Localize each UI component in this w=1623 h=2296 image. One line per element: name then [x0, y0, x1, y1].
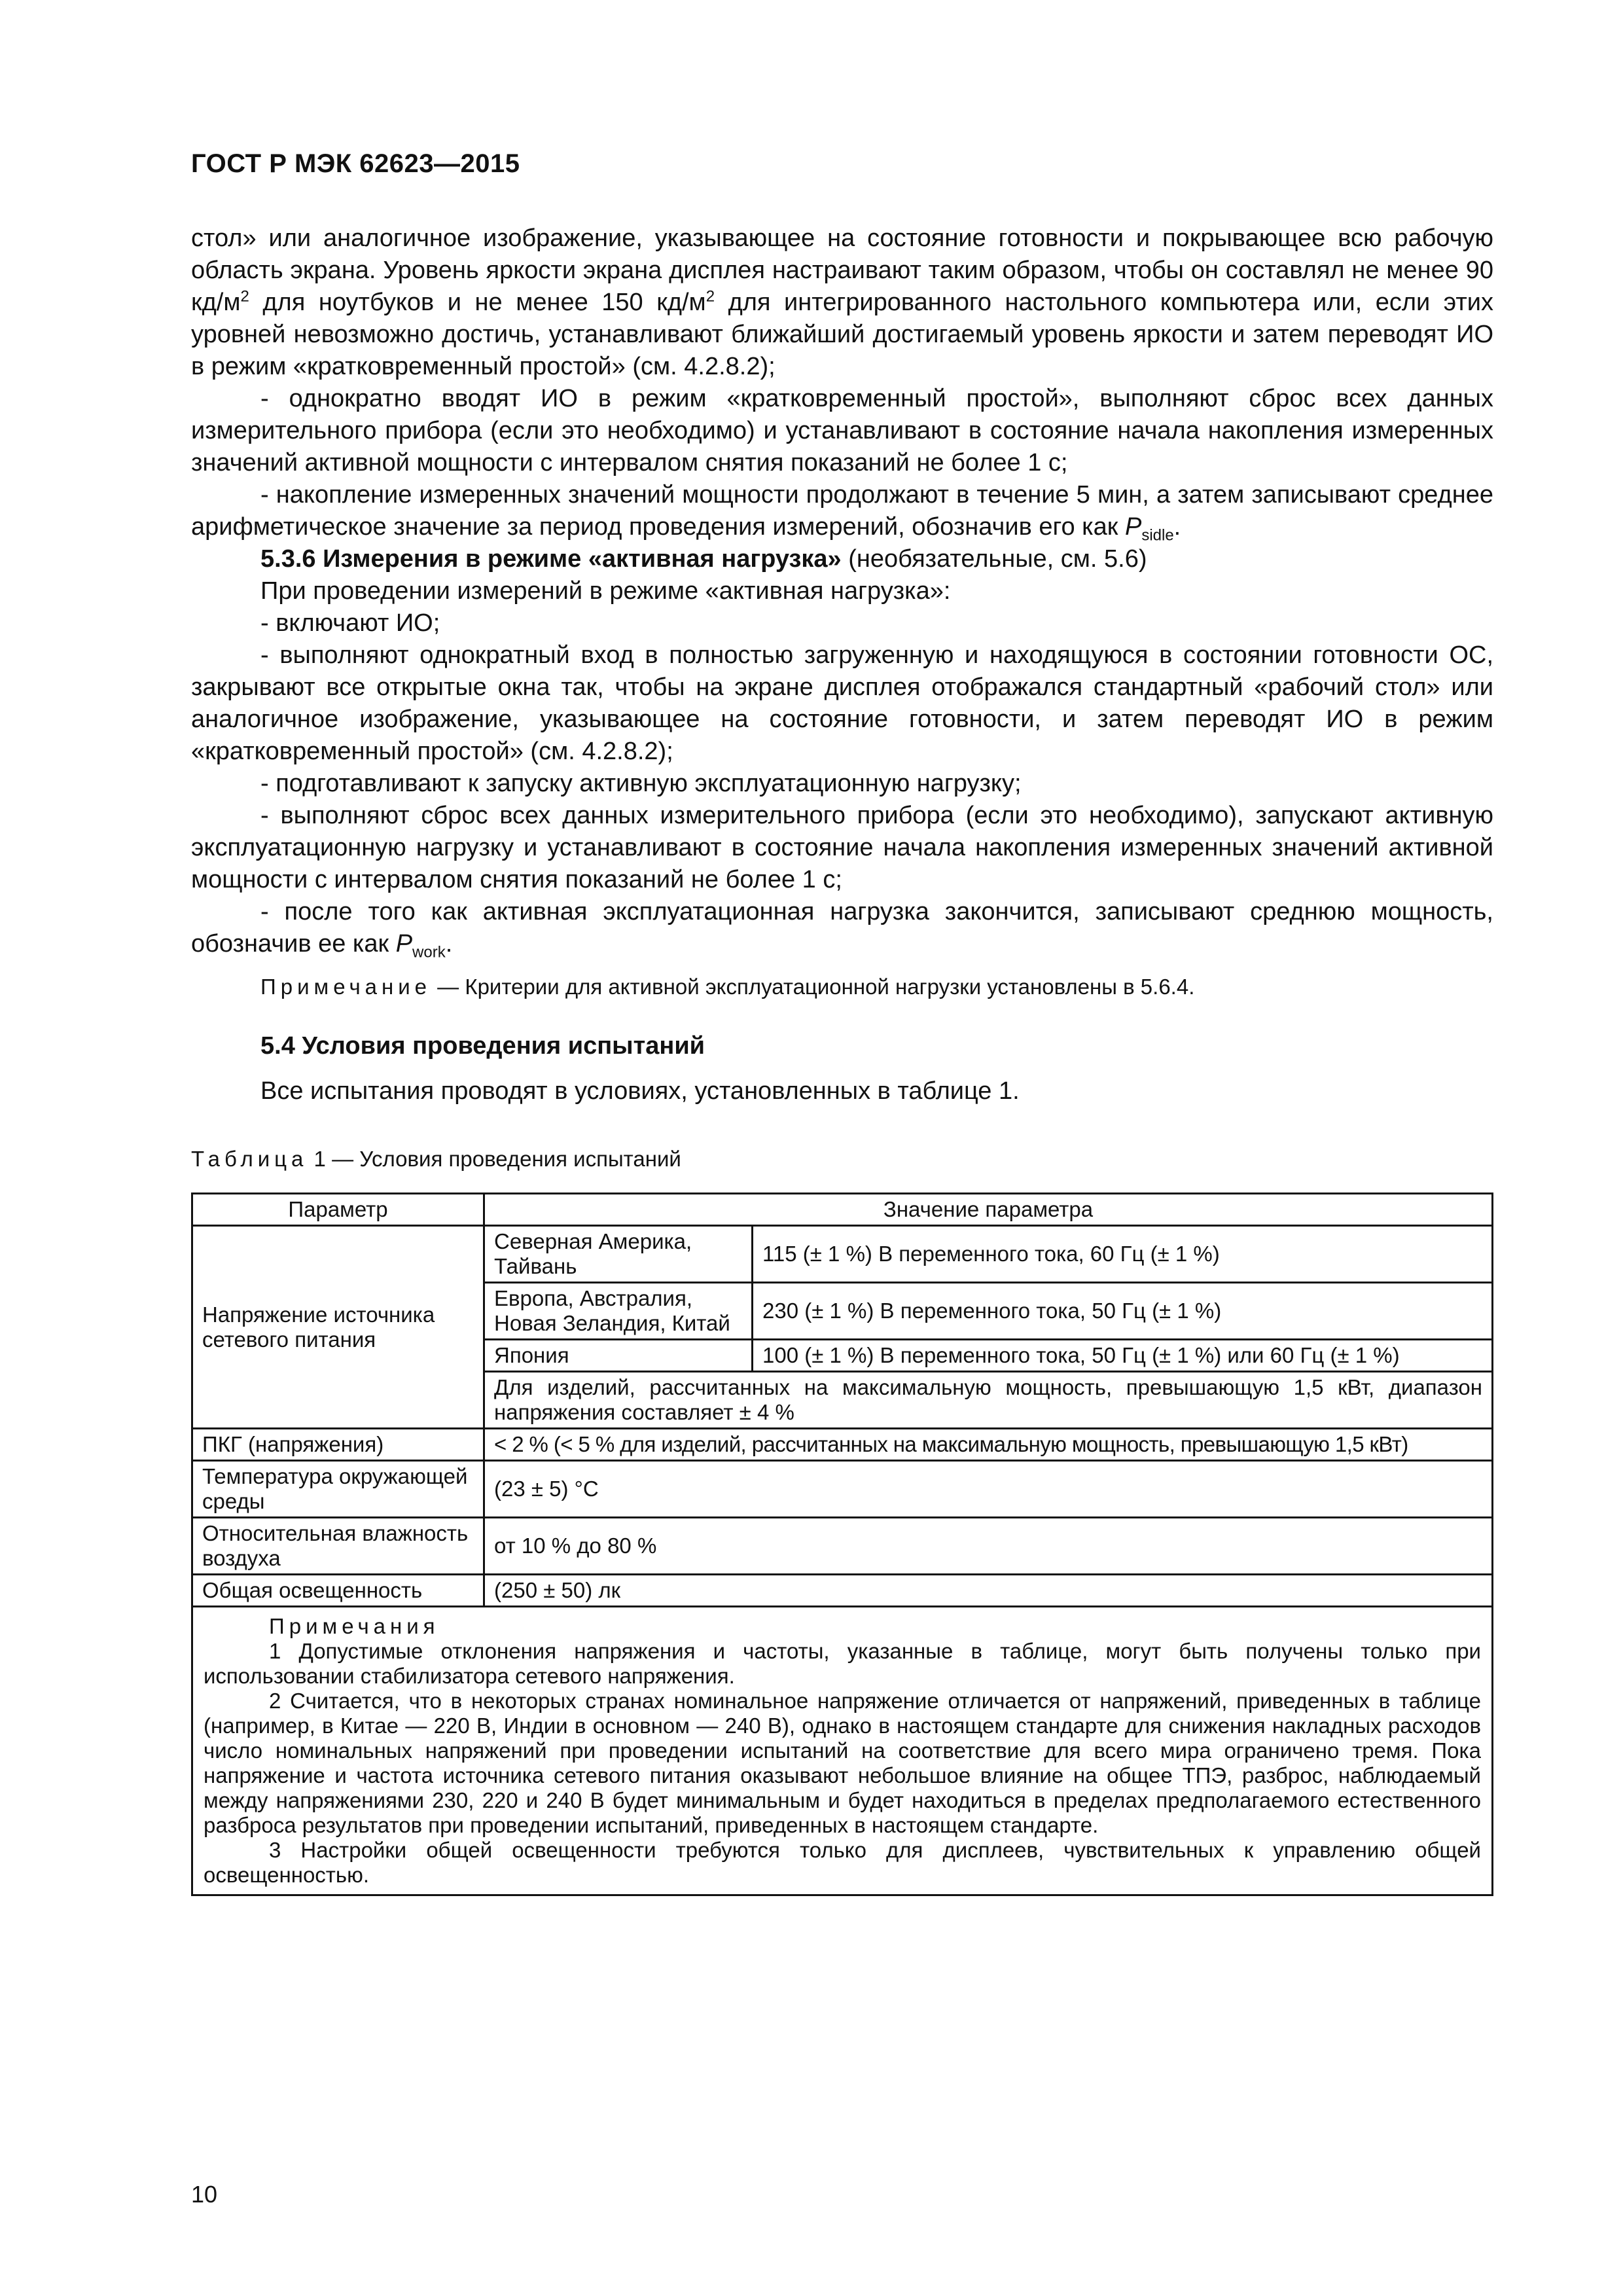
section-heading-5-3-6: 5.3.6 Измерения в режиме «активная нагрузка» (необязательные, см. 5.6)	[260, 545, 1147, 573]
table-cell: от 10 % до 80 %	[484, 1518, 1493, 1575]
table-cell: < 2 % (< 5 % для изделий, рассчитанных на максимальную мощность, превышающую 1,5 кВт)	[484, 1429, 1493, 1461]
table-cell: (23 ± 5) °C	[484, 1461, 1493, 1518]
table-header-cell: Значение параметра	[484, 1194, 1493, 1226]
table-row	[192, 1575, 1493, 1607]
section-heading-5-4: 5.4 Условия проведения испытаний	[260, 1032, 705, 1060]
table-cell: Напряжение источника сетевого питания	[192, 1226, 484, 1429]
table-cell: ПКГ (напряжения)	[192, 1429, 484, 1461]
table-notes	[192, 1607, 1493, 1895]
conditions-table	[191, 1193, 1493, 1896]
notes-label: Примечания	[269, 1614, 440, 1638]
list-item: - накопление измеренных значений мощности продолжают в течение 5 мин, а затем записывают среднее арифметическое значение за период проведения измерений, обозначив его как $P_{sidle}$.	[191, 481, 1493, 545]
table-cell: Европа, Австралия, Новая Зеландия, Китай	[484, 1283, 753, 1340]
table-cell: Общая освещенность	[192, 1575, 484, 1607]
table-header-cell: Параметр	[192, 1194, 484, 1226]
table-note-3: 3 Настройки общей освещенности требуются только для дисплеев, чувствительных к управлению общей освещенностью.	[204, 1838, 1481, 1887]
table-caption: Таблица 1 — Условия проведения испытаний	[191, 1147, 681, 1171]
table-cell: (250 ± 50) лк	[484, 1575, 1493, 1607]
paragraph: Все испытания проводят в условиях, установленных в таблице 1.	[260, 1077, 1020, 1105]
table-notes-row	[192, 1607, 1493, 1895]
list-item: - подготавливают к запуску активную эксплуатационную нагрузку;	[260, 770, 1022, 797]
table-cell: Относительная влажность воздуха	[192, 1518, 484, 1575]
table-cell: Температура окружающей среды	[192, 1461, 484, 1518]
table-note-1: 1 Допустимые отклонения напряжения и частоты, указанные в таблице, могут быть получены только при использовании стабилизатора сетевого напряжения.	[204, 1639, 1481, 1688]
table-row	[192, 1461, 1493, 1518]
table-row	[192, 1226, 1493, 1283]
body-text	[191, 223, 1493, 1107]
list-item: - однократно вводят ИО в режим «кратковременный простой», выполняют сброс всех данных измерительного прибора (если это необходимо) и устанавливают в состояние начала накопления измеренных значений активной мощности с интервалом снятия показаний не более 1 с;	[191, 385, 1493, 476]
standard-header: ГОСТ Р МЭК 62623—2015	[191, 149, 520, 178]
table-cell: Япония	[484, 1340, 753, 1372]
table-cell: 115 (± 1 %) В переменного тока, 60 Гц (± 1 %)	[753, 1226, 1493, 1283]
list-item: - выполняют однократный вход в полностью загруженную и находящуюся в состоянии готовности ОС, закрывают все открытые окна так, чтобы на экране дисплея отображался стандартный «рабочий стол» или аналогичное изображение, указывающее на состояние готовности, и затем переводят ИО в режим «кратковременный простой» (см. 4.2.8.2);	[191, 641, 1493, 765]
table-cell: Для изделий, рассчитанных на максимальную мощность, превышающую 1,5 кВт, диапазон напряжения составляет ± 4 %	[484, 1372, 1493, 1429]
table-header-row	[192, 1194, 1493, 1226]
table-note-2: 2 Считается, что в некоторых странах номинальное напряжение отличается от напряжений, приведенных в таблице (например, в Китае — 220 В, Индии в основном — 240 В), однако в настоящем стандарте для снижения накладных расходов число номинальных напряжений при проведении испытаний на соответствие для всего мира ограничено тремя. Пока напряжение и частота источника сетевого питания оказывают небольшое влияние на общее ТПЭ, разброс, наблюдаемый между напряжениями 230, 220 и 240 В будет минимальным и будет находиться в пределах предполагаемого естественного разброса результатов при проведении испытаний, приведенных в настоящем стандарте.	[204, 1689, 1481, 1837]
table-row	[192, 1518, 1493, 1575]
note: Примечание — Критерии для активной эксплуатационной нагрузки установлены в 5.6.4.	[260, 975, 1195, 999]
paragraph-display-brightness: стол» или аналогичное изображение, указывающее на состояние готовности и покрывающее всю рабочую область экрана. Уровень яркости экрана дисплея настраивают таким образом, чтобы он составлял не менее 90 $кд/м^2$ для ноутбуков и не менее 150 $кд/м^2$ для интегрированного настольного компьютера или, если этих уровней невозможно достичь, устанавливают ближайший достигаемый уровень яркости и затем переводят ИО в режим «кратковременный простой» (см. 4.2.8.2);	[191, 224, 1493, 380]
table-cell: 230 (± 1 %) В переменного тока, 50 Гц (± 1 %)	[753, 1283, 1493, 1340]
table-row	[192, 1429, 1493, 1461]
list-item: - после того как активная эксплуатационная нагрузка закончится, записывают среднюю мощность, обозначив ее как $P_{work}$.	[191, 898, 1493, 961]
list-item: - выполняют сброс всех данных измерительного прибора (если это необходимо), запускают активную эксплуатационную нагрузку и устанавливают в состояние начала накопления измеренных значений активной мощности с интервалом снятия показаний не более 1 с;	[191, 802, 1493, 893]
table-cell: 100 (± 1 %) В переменного тока, 50 Гц (± 1 %) или 60 Гц (± 1 %)	[753, 1340, 1493, 1372]
paragraph: При проведении измерений в режиме «активная нагрузка»:	[260, 577, 951, 605]
page-number: 10	[191, 2181, 218, 2208]
table-cell: Северная Америка, Тайвань	[484, 1226, 753, 1283]
list-item: - включают ИО;	[260, 609, 440, 637]
